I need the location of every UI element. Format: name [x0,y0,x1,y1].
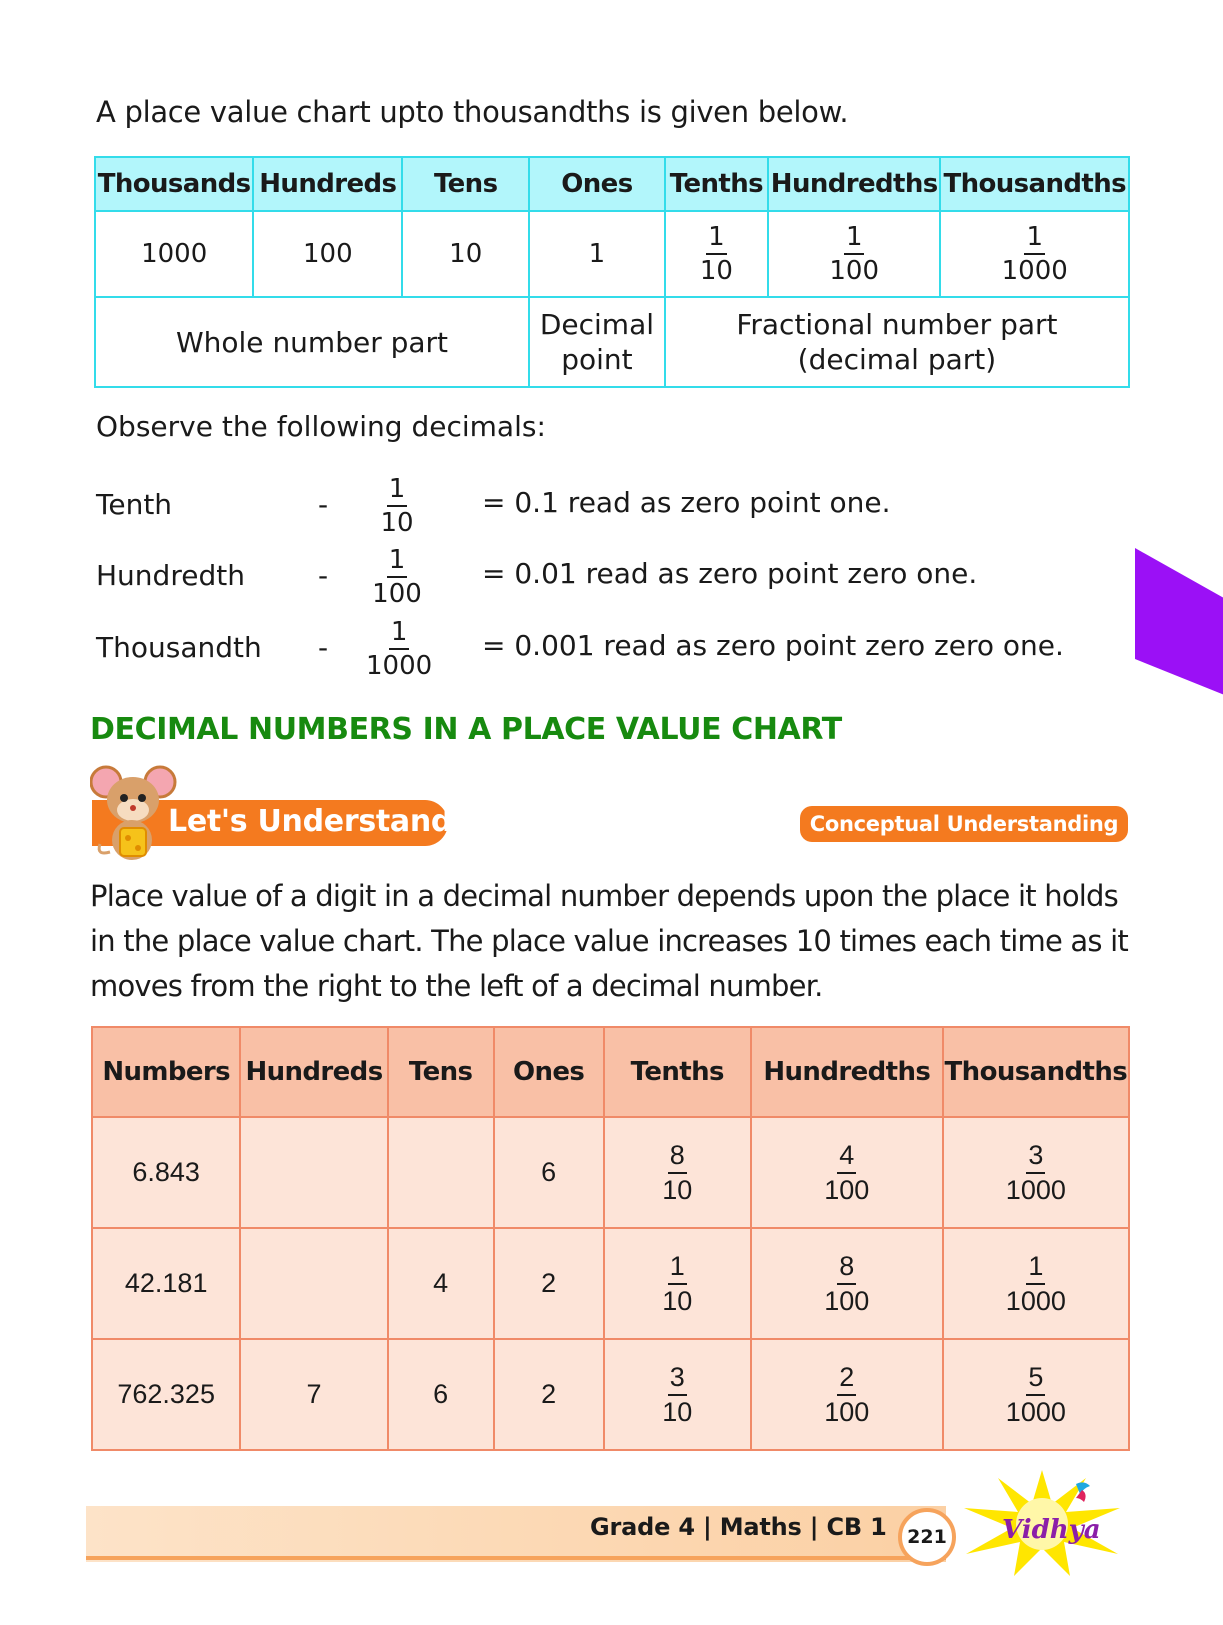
fraction [660,1139,694,1205]
page-number: 221 [898,1508,956,1566]
fractional-part-cell [665,297,1129,387]
conceptual-understanding-badge: Conceptual Understanding [800,806,1128,842]
fraction [1004,1250,1068,1316]
fraction [822,1139,871,1205]
decimal-row-tenth [96,470,1096,538]
observe-heading: Observe the following decimals: [96,410,546,443]
fraction [364,619,434,679]
decimal-point-line2: point [561,343,633,376]
denominator: 1000 [366,651,433,681]
cell-hundreds [240,1117,387,1228]
table-row [92,1117,1129,1228]
numerator: 1 [1024,224,1045,255]
numerator: 1 [387,476,408,507]
header-hundredths: Hundredths [751,1027,943,1117]
dash: - [318,488,329,521]
fraction [378,476,415,536]
denominator: 10 [699,256,733,286]
numerator: 1 [389,619,410,650]
decimal-name: Thousandth [96,631,262,664]
value-tenths [665,211,768,297]
cell-hundreds [240,1228,387,1339]
cell-thousandths [943,1117,1129,1228]
fraction [822,1361,871,1427]
fraction [370,547,424,607]
numerator: 5 [1026,1364,1045,1396]
lets-understand-label: Let's Understand [168,804,453,839]
denominator: 100 [824,1174,870,1205]
cell-ones: 2 [494,1228,604,1339]
header-thousandths: Thousandths [940,157,1129,211]
cell-tenths [604,1228,751,1339]
denominator: 100 [824,1285,870,1316]
decimal-point-line1: Decimal [539,308,655,341]
decimal-point-cell [529,297,665,387]
header-numbers: Numbers [92,1027,240,1117]
decimal-reading: = 0.1 read as zero point one. [482,486,891,519]
cell-hundredths [751,1339,943,1450]
denominator: 10 [662,1174,693,1205]
dash: - [318,631,329,664]
numerator: 1 [668,1253,687,1285]
denominator: 1000 [1001,256,1068,286]
fractional-part-line2: (decimal part) [797,343,997,376]
header-hundredths: Hundredths [768,157,940,211]
table-row [92,1228,1129,1339]
fractional-part-line1: Fractional number part [736,308,1058,341]
footer-divider [86,1556,946,1560]
fraction [660,1361,694,1427]
cell-tens: 6 [388,1339,494,1450]
fraction [1000,224,1070,284]
header-ones: Ones [529,157,665,211]
numerator: 4 [837,1142,856,1174]
denominator: 100 [824,1396,870,1427]
fraction [698,224,735,284]
decimal-reading: = 0.001 read as zero point zero zero one. [482,629,1064,662]
brand-logo-text: Vidhya [1002,1515,1101,1545]
cell-hundreds: 7 [240,1339,387,1450]
cell-tens: 4 [388,1228,494,1339]
numerator: 8 [837,1253,856,1285]
table-row [92,1339,1129,1450]
footer-book-info: Grade 4 | Maths | CB 1 [590,1513,887,1541]
denominator: 100 [372,579,422,609]
cell-tenths [604,1117,751,1228]
header-thousandths: Thousandths [943,1027,1129,1117]
cell-ones: 2 [494,1339,604,1450]
numerator: 1 [706,224,727,255]
numerator: 1 [1026,1253,1045,1285]
intro-text: A place value chart upto thousandths is given below. [96,95,849,129]
header-tenths: Tenths [665,157,768,211]
explanation-paragraph: Place value of a digit in a decimal number depends upon the place it holds in the place value chart. The place value increases 10 times each time as it moves from the right to the left of a decimal number. [90,879,1128,1003]
fraction [827,224,881,284]
denominator: 1000 [1005,1285,1066,1316]
fraction [1004,1139,1068,1205]
value-tens: 10 [402,211,529,297]
decimal-place-value-table [91,1026,1130,1451]
cell-thousandths [943,1228,1129,1339]
numerator: 3 [1026,1142,1045,1174]
denominator: 10 [662,1396,693,1427]
whole-number-part: Whole number part [95,297,529,387]
value-hundreds: 100 [253,211,402,297]
numerator: 1 [387,547,408,578]
denominator: 100 [829,256,880,286]
denominator: 10 [662,1285,693,1316]
cell-number: 42.181 [92,1228,240,1339]
numerator: 8 [668,1142,687,1174]
decimal-name: Hundredth [96,559,245,592]
denominator: 1000 [1005,1396,1066,1427]
decimal-row-hundredth [96,541,1096,609]
numerator: 1 [844,224,865,255]
fraction [1004,1361,1068,1427]
denominator: 10 [380,508,414,538]
fraction [660,1250,694,1316]
value-thousands: 1000 [95,211,253,297]
header-thousands: Thousands [95,157,253,211]
header-tens: Tens [388,1027,494,1117]
cell-hundredths [751,1117,943,1228]
value-hundredths [768,211,940,297]
decimal-row-thousandth [96,613,1096,681]
dash: - [318,559,329,592]
decimal-name: Tenth [96,488,173,521]
header-ones: Ones [494,1027,604,1117]
cell-number: 762.325 [92,1339,240,1450]
numerator: 2 [837,1364,856,1396]
header-tens: Tens [402,157,529,211]
cell-tens [388,1117,494,1228]
header-tenths: Tenths [604,1027,751,1117]
value-ones: 1 [529,211,665,297]
cell-hundredths [751,1228,943,1339]
cell-number: 6.843 [92,1117,240,1228]
header-hundreds: Hundreds [240,1027,387,1117]
place-value-chart [94,156,1130,388]
cell-thousandths [943,1339,1129,1450]
value-thousandths [940,211,1129,297]
cell-tenths [604,1339,751,1450]
header-hundreds: Hundreds [253,157,402,211]
section-title: DECIMAL NUMBERS IN A PLACE VALUE CHART [90,712,842,747]
decimal-reading: = 0.01 read as zero point zero one. [482,557,978,590]
side-tab-decoration [1135,548,1223,696]
mouse-mascot-icon [90,760,178,864]
fraction [822,1250,871,1316]
numerator: 3 [668,1364,687,1396]
denominator: 1000 [1005,1174,1066,1205]
cell-ones: 6 [494,1117,604,1228]
